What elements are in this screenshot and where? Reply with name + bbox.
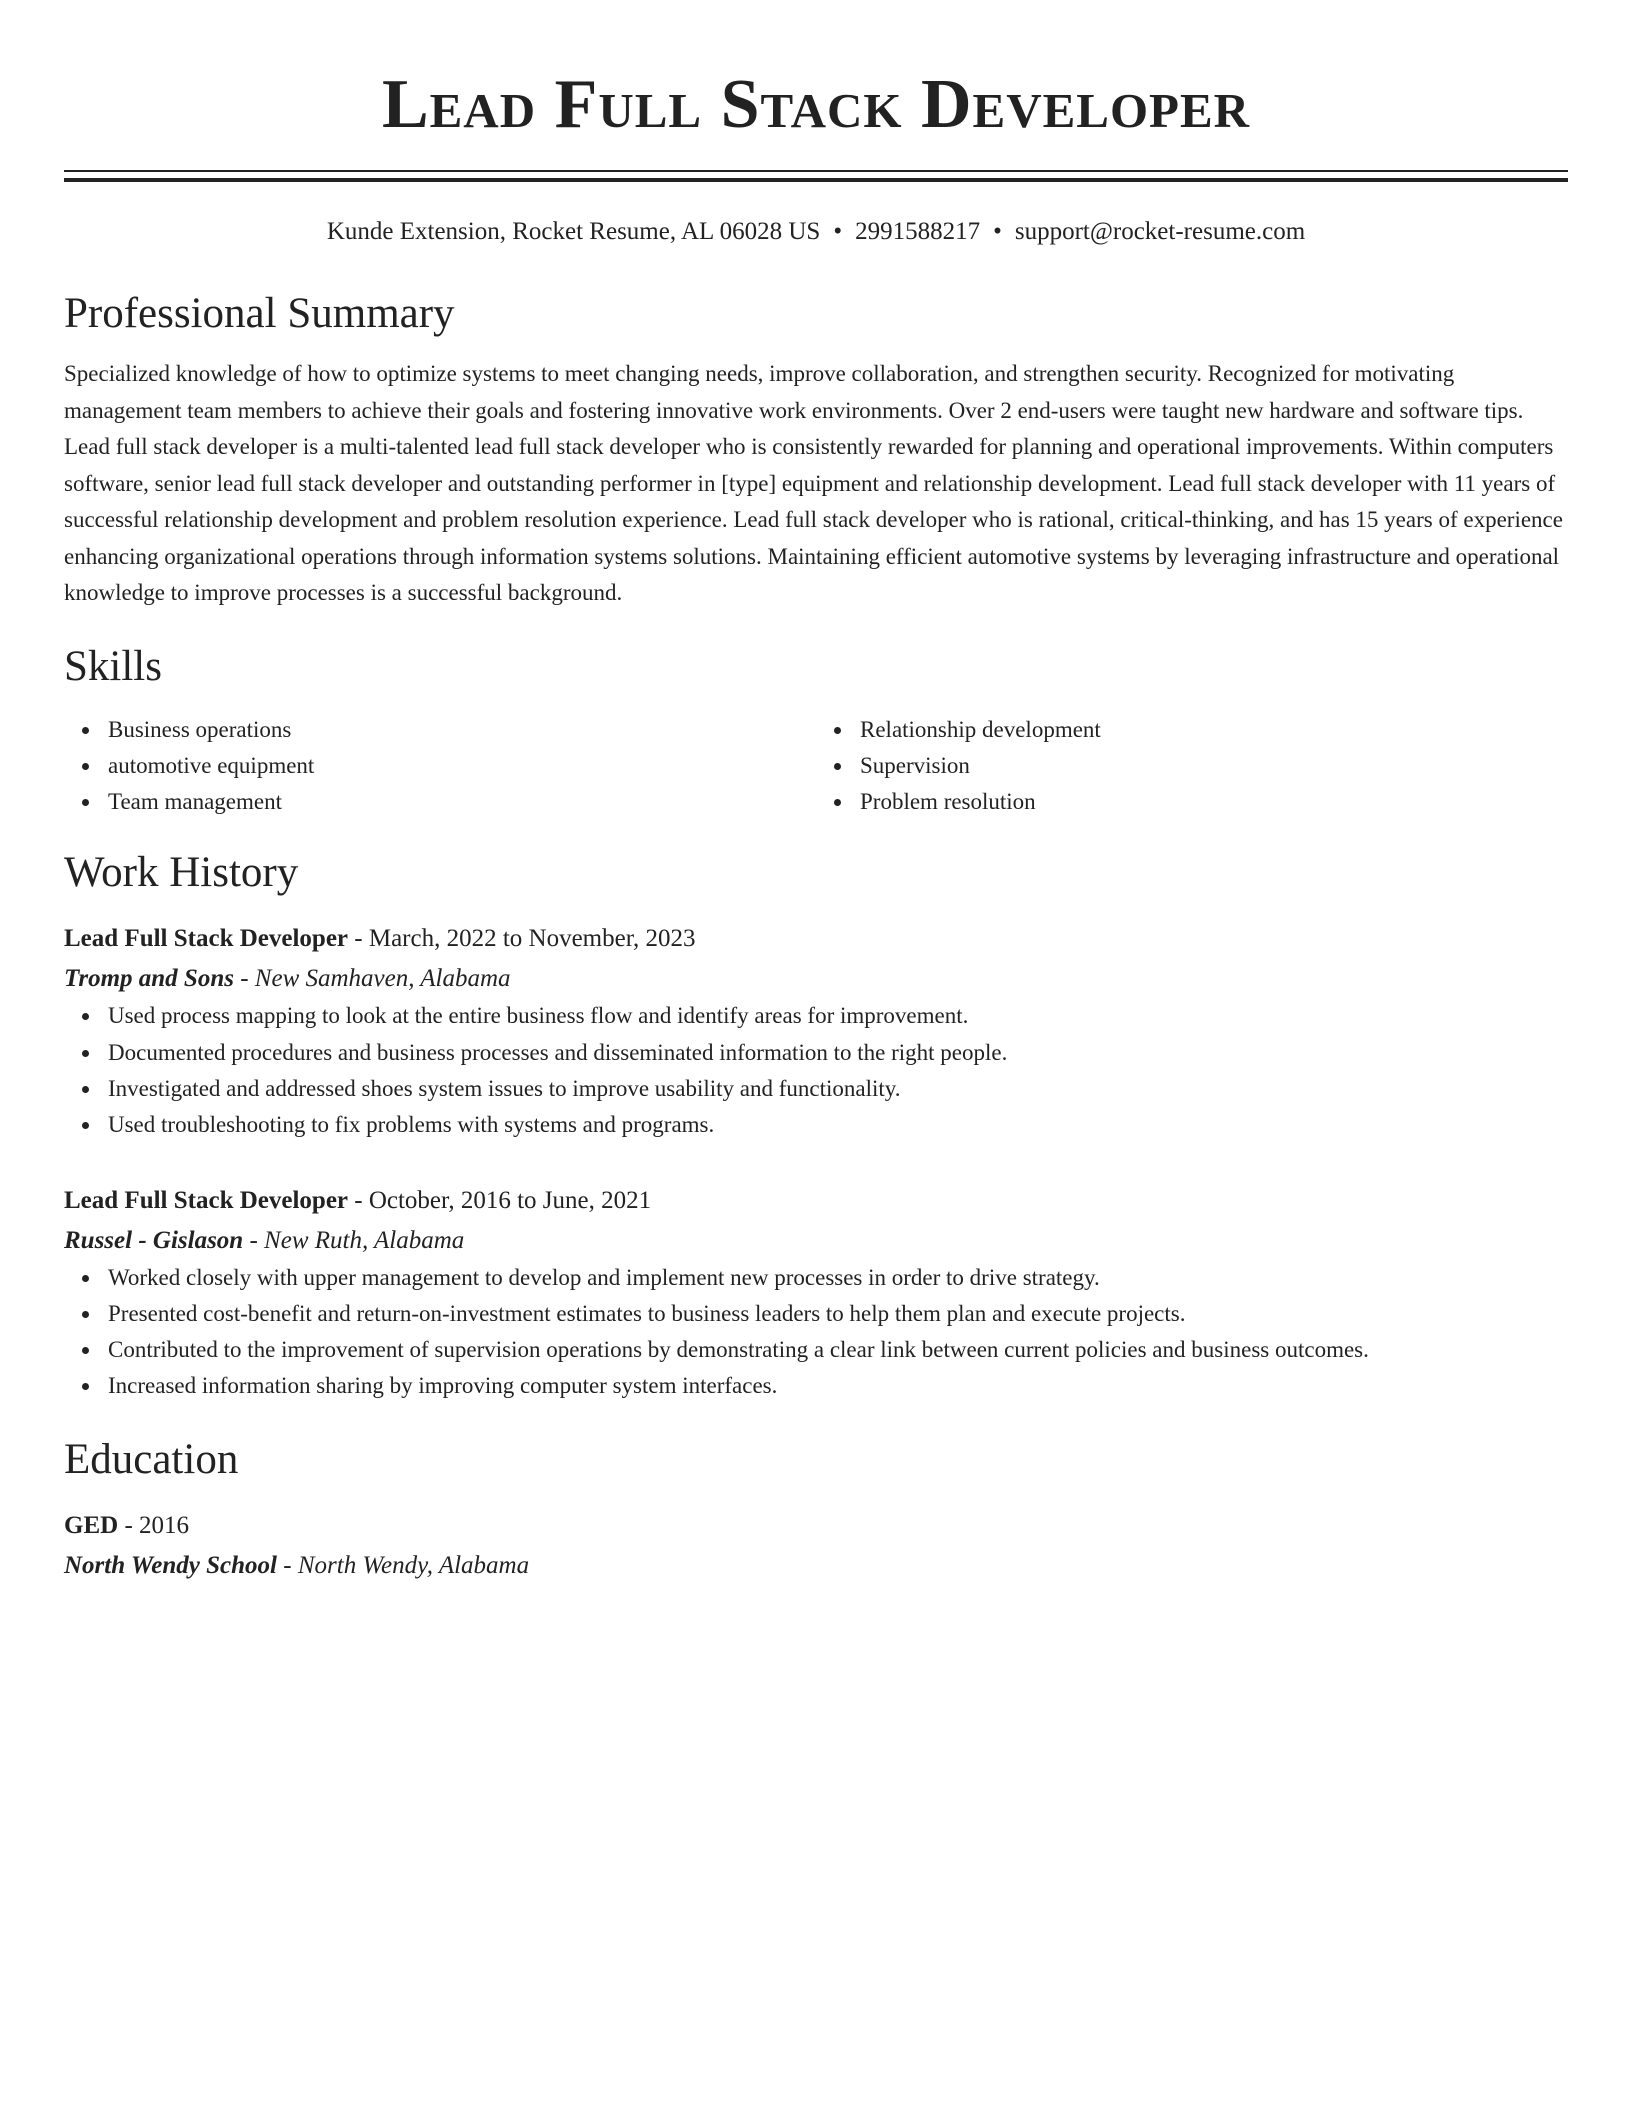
skill-item: automotive equipment — [108, 748, 816, 784]
contact-address: Kunde Extension, Rocket Resume, AL 06028 US — [326, 218, 821, 245]
skill-item: Relationship development — [860, 712, 1568, 748]
summary-text: Specialized knowledge of how to optimize systems to meet changing needs, improve collaboration, and strengthen security. Recognized for motivating management team members to achieve their goals and fostering innovative work environments. Over 2 end-users were taught new hardware and software tips. Lead full stack developer is a multi-talented lead full stack developer who is consistently rewarded for planning and operational improvements. Within computers software, senior lead full stack developer and outstanding performer in [type] equipment and relationship development. Lead full stack developer with 11 years of successful relationship development and problem resolution experience. Lead full stack developer who is rational, critical-thinking, and has 15 years of experience enhancing organizational operations through information systems solutions. Maintaining efficient automotive systems by leveraging infrastructure and operational knowledge to improve processes is a successful background. — [64, 361, 1563, 605]
job-header — [64, 1182, 1568, 1220]
job-entry — [64, 920, 1568, 1143]
summary-heading: Professional Summary — [64, 290, 455, 337]
job-bullet: Investigated and addressed shoes system issues to improve usability and functionality. — [108, 1071, 1568, 1107]
education-year: - 2016 — [118, 1511, 190, 1539]
job-employer: Russel - Gislason — [64, 1226, 244, 1254]
contact-line — [64, 215, 1568, 249]
job-employer-line — [64, 960, 1568, 998]
skill-item: Problem resolution — [860, 784, 1568, 820]
contact-phone: 2991588217 — [855, 218, 981, 245]
job-dates: - March, 2022 to November, 2023 — [348, 925, 696, 953]
education-degree: GED — [64, 1511, 119, 1539]
education-location: - North Wendy, Alabama — [277, 1551, 530, 1579]
job-bullets — [64, 1260, 1568, 1405]
job-dates: - October, 2016 to June, 2021 — [348, 1186, 652, 1214]
job-bullet: Documented procedures and business processes and disseminated information to the right people. — [108, 1035, 1568, 1071]
contact-separator: • — [833, 218, 843, 245]
job-bullet: Worked closely with upper management to develop and implement new processes in order to drive strategy. — [108, 1260, 1568, 1296]
divider-thin-line — [64, 170, 1568, 172]
job-bullet: Contributed to the improvement of supervision operations by demonstrating a clear link between current policies and business outcomes. — [108, 1332, 1568, 1368]
job-employer: Tromp and Sons — [64, 965, 234, 993]
job-entry — [64, 1182, 1568, 1405]
skill-item: Business operations — [108, 712, 816, 748]
job-title: Lead Full Stack Developer — [64, 1186, 349, 1214]
education-school-line — [64, 1547, 1568, 1585]
job-location: - New Ruth, Alabama — [243, 1226, 465, 1254]
job-bullet: Increased information sharing by improving computer system interfaces. — [108, 1368, 1568, 1404]
job-bullet: Used process mapping to look at the entire business flow and identify areas for improvement. — [108, 998, 1568, 1034]
divider-thick-line — [64, 178, 1568, 182]
job-bullet: Presented cost-benefit and return-on-investment estimates to business leaders to help them plan and execute projects. — [108, 1296, 1568, 1332]
work-history-heading: Work History — [64, 849, 299, 897]
skills-heading: Skills — [64, 642, 162, 690]
contact-email: support@rocket-resume.com — [1014, 218, 1306, 245]
skills-column-left — [64, 712, 816, 821]
job-location: - New Samhaven, Alabama — [233, 965, 511, 993]
skill-item: Supervision — [860, 748, 1568, 784]
job-title: Lead Full Stack Developer — [64, 925, 349, 953]
education-degree-line — [64, 1507, 1568, 1545]
contact-separator: • — [993, 218, 1002, 245]
skills-list — [64, 712, 1568, 821]
job-bullet: Used troubleshooting to fix problems with systems and programs. — [108, 1107, 1568, 1143]
education-school: North Wendy School — [64, 1551, 278, 1579]
header-divider — [64, 170, 1568, 182]
job-bullets — [64, 998, 1568, 1143]
education-heading: Education — [64, 1435, 239, 1483]
skill-item: Team management — [108, 784, 816, 820]
job-employer-line — [64, 1222, 1568, 1260]
resume-name: Lead Full Stack Developer — [381, 66, 1251, 143]
job-header — [64, 920, 1568, 958]
skills-column-right — [816, 712, 1568, 821]
